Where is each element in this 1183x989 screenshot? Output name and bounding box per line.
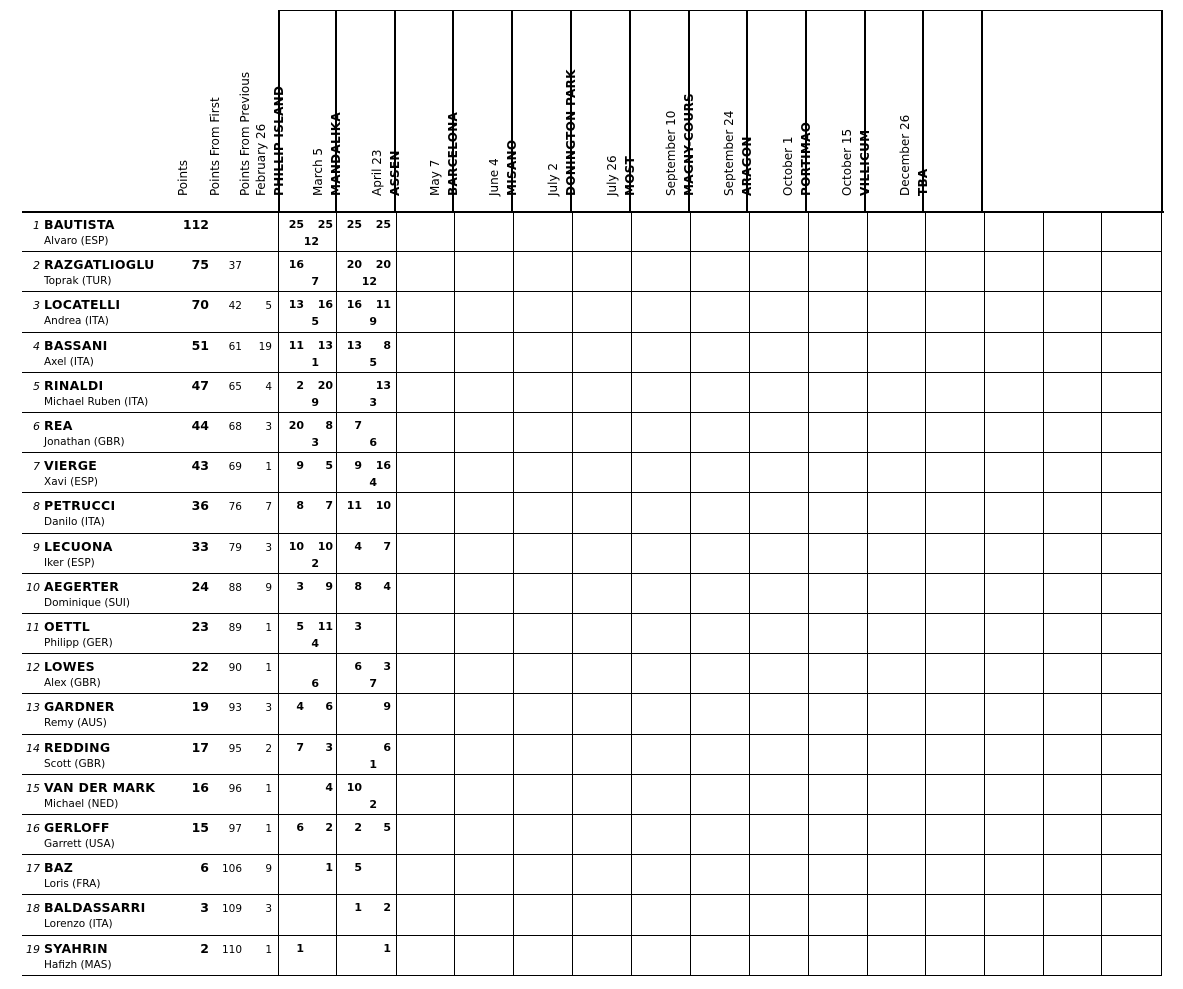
- rider-points: 6: [200, 860, 209, 876]
- rider-points: 2: [200, 940, 209, 956]
- header-top-border: [278, 10, 1161, 11]
- round-track: PHILLIP ISLAND: [272, 85, 286, 196]
- rider-first-name-country: Danilo (ITA): [44, 516, 105, 529]
- race2-points: 1: [383, 941, 391, 955]
- body-column-divider: [690, 211, 691, 975]
- race1-points: 25: [288, 218, 304, 231]
- race2-points: 8: [325, 419, 333, 432]
- rider-first-name-country: Alex (GBR): [44, 677, 101, 690]
- rider-last-name: BAZ: [44, 860, 74, 876]
- rider-position: 3: [33, 299, 40, 313]
- race1-points: 6: [296, 821, 304, 834]
- race1-points: 7: [354, 419, 362, 432]
- body-column-divider: [1043, 211, 1044, 975]
- rider-first-name-country: Andrea (ITA): [44, 315, 109, 328]
- header-column-divider: [394, 10, 396, 211]
- rider-points: 19: [191, 699, 209, 715]
- rider-points-from-previous: 1: [265, 943, 272, 956]
- rider-points: 15: [191, 820, 209, 835]
- superpole-points: 9: [369, 315, 377, 329]
- round-header-label: [485, 140, 521, 196]
- rider-last-name: VAN DER MARK: [44, 779, 156, 795]
- race2-points: 3: [325, 740, 333, 754]
- header-column-divider: [981, 10, 983, 211]
- round-header-label: [544, 69, 580, 196]
- rider-first-name-country: Loris (FRA): [44, 878, 101, 891]
- round-date: December 26: [898, 114, 912, 196]
- superpole-points: 6: [311, 677, 319, 691]
- rider-last-name: BAUTISTA: [44, 217, 115, 232]
- table-row: [22, 373, 1162, 413]
- round-track: VILLICUM: [858, 129, 872, 196]
- rider-points-from-previous: 3: [265, 541, 272, 554]
- round-track: PORTIMAO: [799, 121, 813, 196]
- race1-points: 5: [296, 620, 304, 633]
- rider-first-name-country: Philipp (GER): [44, 637, 113, 649]
- rider-first-name-country: Michael Ruben (ITA): [44, 395, 149, 408]
- round-header: [898, 10, 981, 210]
- rider-points: 44: [191, 418, 209, 433]
- superpole-points: 2: [369, 797, 377, 811]
- round-track: DONINGTON PARK: [564, 69, 578, 196]
- rider-first-name-country: Toprak (TUR): [44, 275, 112, 288]
- body-column-divider: [454, 211, 455, 975]
- body-column-divider: [513, 211, 514, 975]
- rider-points-from-previous: 3: [265, 702, 272, 715]
- rider-first-name-country: Garrett (USA): [44, 838, 115, 850]
- round-track: BARCELONA: [446, 111, 460, 196]
- superpole-points: 6: [369, 436, 377, 449]
- round-track: MISANO: [505, 139, 519, 196]
- round-date: October 1: [781, 136, 795, 196]
- header-column-divider: [864, 10, 866, 211]
- round-header-label: [838, 129, 874, 196]
- race1-points: 4: [296, 700, 304, 714]
- race1-points: 8: [354, 579, 362, 593]
- rider-points-from-previous: 9: [265, 581, 272, 594]
- rider-first-name-country: Axel (ITA): [44, 355, 94, 368]
- superpole-points: 7: [311, 275, 319, 289]
- rider-position: 6: [33, 420, 40, 433]
- race1-points: 10: [346, 780, 362, 794]
- race2-points: 13: [375, 378, 391, 392]
- rider-last-name: AEGERTER: [44, 578, 120, 594]
- table-row: [22, 895, 1162, 935]
- body-column-divider: [336, 211, 337, 975]
- rider-last-name: BALDASSARRI: [44, 900, 146, 916]
- race1-points: 5: [354, 861, 362, 875]
- rider-points-from-first: 89: [228, 622, 242, 634]
- race1-points: 3: [296, 579, 304, 593]
- rider-points-from-previous: 3: [265, 903, 272, 916]
- row-divider: [22, 372, 1162, 373]
- round-track: MAGNY-COURS: [682, 93, 696, 196]
- body-column-divider: [867, 211, 868, 975]
- row-divider: [22, 894, 1162, 895]
- rider-points-from-previous: 1: [265, 622, 272, 634]
- race1-points: 3: [354, 620, 362, 633]
- row-divider: [22, 573, 1162, 574]
- race1-points: 9: [296, 459, 304, 473]
- row-divider: [22, 693, 1162, 694]
- body-column-divider: [278, 211, 279, 975]
- round-date: February 26: [254, 123, 268, 196]
- rider-points: 23: [191, 619, 209, 634]
- rider-points: 33: [191, 538, 209, 554]
- rider-last-name: LOWES: [44, 659, 95, 675]
- rider-points-from-first: 96: [228, 782, 242, 795]
- superpole-points: 3: [311, 436, 319, 449]
- superpole-points: 12: [361, 275, 377, 289]
- rider-first-name-country: Iker (ESP): [44, 556, 95, 569]
- round-date: October 15: [840, 128, 854, 196]
- superpole-points: 5: [369, 355, 377, 369]
- superpole-points: 9: [311, 395, 319, 409]
- race2-points: 13: [317, 338, 333, 352]
- race2-points: 5: [383, 821, 391, 834]
- race2-points: 25: [317, 218, 333, 231]
- rider-position: 19: [26, 942, 40, 956]
- race2-points: 9: [383, 700, 391, 714]
- row-divider: [22, 412, 1162, 413]
- row-divider: [22, 613, 1162, 614]
- table-row: [22, 574, 1162, 614]
- rider-points-from-first: 68: [228, 421, 242, 433]
- race1-points: 9: [354, 459, 362, 473]
- round-date: April 23: [370, 149, 384, 196]
- rider-last-name: RAZGATLIOGLU: [44, 257, 155, 273]
- rider-first-name-country: Alvaro (ESP): [44, 235, 109, 247]
- rider-last-name: GERLOFF: [44, 820, 110, 835]
- race2-points: 8: [383, 338, 391, 352]
- rider-points-from-previous: 19: [258, 340, 272, 353]
- rider-points-from-first: 95: [228, 742, 242, 755]
- race1-points: 1: [296, 941, 304, 955]
- rider-points-from-previous: 9: [265, 863, 272, 876]
- race2-points: 9: [325, 579, 333, 593]
- row-divider: [22, 734, 1162, 735]
- superpole-points: 3: [369, 395, 377, 409]
- rider-position: 15: [26, 781, 40, 795]
- header-column-divider: [452, 10, 454, 211]
- rider-first-name-country: Jonathan (GBR): [44, 436, 125, 448]
- table-row: [22, 654, 1162, 694]
- row-divider: [22, 533, 1162, 534]
- round-header-label: [603, 155, 639, 196]
- round-header-label: [662, 93, 698, 196]
- round-header-label: [896, 115, 932, 196]
- rider-position: 7: [33, 460, 40, 474]
- rider-position: 10: [26, 580, 40, 594]
- superpole-points: 4: [369, 476, 377, 490]
- race1-points: 25: [346, 218, 362, 231]
- row-divider: [22, 251, 1162, 252]
- row-divider: [22, 492, 1162, 493]
- table-row: [22, 775, 1162, 815]
- race1-points: 11: [346, 499, 362, 513]
- round-date: March 5: [311, 147, 325, 196]
- rider-last-name: VIERGE: [44, 458, 98, 474]
- table-row: [22, 292, 1162, 332]
- rider-points-from-previous: 1: [265, 461, 272, 474]
- body-column-divider: [925, 211, 926, 975]
- rider-last-name: SYAHRIN: [44, 940, 108, 956]
- round-date: September 24: [722, 110, 736, 196]
- rider-points-from-first: 109: [221, 903, 242, 916]
- race2-points: 25: [375, 218, 391, 231]
- rider-points: 51: [191, 337, 209, 353]
- rider-last-name: OETTL: [44, 619, 90, 634]
- rider-points: 36: [191, 498, 209, 514]
- row-divider: [22, 935, 1162, 936]
- rider-first-name-country: Dominique (SUI): [44, 596, 130, 609]
- race1-points: 2: [296, 378, 304, 392]
- superpole-points: 5: [311, 315, 319, 329]
- race1-points: 4: [354, 539, 362, 553]
- race2-points: 16: [375, 459, 391, 473]
- round-date: September 10: [664, 110, 678, 196]
- table-row: [22, 252, 1162, 292]
- race2-points: 6: [383, 740, 391, 754]
- rider-position: 16: [26, 822, 40, 835]
- table-row: [22, 855, 1162, 895]
- rider-first-name-country: Lorenzo (ITA): [44, 918, 113, 931]
- race2-points: 20: [317, 378, 333, 392]
- points-header-label: Points: [176, 159, 190, 196]
- body-column-divider: [572, 211, 573, 975]
- header-column-divider: [570, 10, 572, 211]
- rider-points: 47: [191, 377, 209, 393]
- round-header-label: [252, 86, 288, 196]
- race2-points: 10: [375, 499, 391, 513]
- header-column-divider: [335, 10, 337, 211]
- race1-points: 16: [288, 258, 304, 272]
- superpole-points: 4: [311, 637, 319, 650]
- race2-points: 7: [383, 539, 391, 553]
- rider-points: 70: [191, 297, 209, 313]
- table-row: [22, 413, 1162, 453]
- rider-points-from-previous: 3: [265, 421, 272, 433]
- race1-points: 20: [346, 258, 362, 272]
- header-column-divider: [922, 10, 924, 211]
- rider-points-from-first: 93: [228, 702, 242, 715]
- rider-first-name-country: Scott (GBR): [44, 757, 106, 770]
- round-header-label: [309, 112, 345, 196]
- rider-points: 75: [191, 257, 209, 273]
- rider-points-from-first: 90: [228, 662, 242, 675]
- header-column-divider: [746, 10, 748, 211]
- round-track: ASSEN: [388, 150, 402, 196]
- round-header-label: [779, 122, 815, 196]
- race2-points: 2: [325, 821, 333, 834]
- round-track: MOST: [623, 155, 637, 196]
- rider-position: 8: [33, 500, 40, 514]
- round-date: June 4: [487, 158, 501, 196]
- row-divider: [22, 975, 1162, 976]
- rider-position: 9: [33, 540, 40, 554]
- rider-points-from-first: 110: [221, 943, 242, 956]
- round-header-label: [720, 111, 756, 196]
- rider-position: 2: [33, 259, 40, 273]
- rider-points-from-first: 97: [228, 823, 242, 835]
- header-column-divider: [688, 10, 690, 211]
- body-column-divider: [631, 211, 632, 975]
- table-row: [22, 333, 1162, 373]
- rider-last-name: BASSANI: [44, 337, 108, 353]
- body-column-divider: [984, 211, 985, 975]
- round-track: MANDALIKA: [329, 112, 343, 196]
- superpole-points: 1: [311, 355, 319, 369]
- rider-position: 14: [26, 741, 40, 755]
- race2-points: 4: [325, 780, 333, 794]
- race2-points: 3: [383, 660, 391, 674]
- race2-points: 11: [317, 620, 333, 633]
- rider-first-name-country: Hafizh (MAS): [44, 958, 112, 971]
- round-header-label: [426, 112, 462, 196]
- race1-points: 13: [346, 338, 362, 352]
- rider-first-name-country: Michael (NED): [44, 797, 119, 810]
- rider-points: 16: [191, 779, 209, 795]
- table-row: [22, 453, 1162, 493]
- rider-points-from-first: 37: [228, 260, 242, 273]
- race1-points: 1: [354, 901, 362, 915]
- rider-position: 5: [33, 379, 40, 393]
- rider-last-name: PETRUCCI: [44, 498, 116, 514]
- table-row: [22, 212, 1162, 252]
- race1-points: 7: [296, 740, 304, 754]
- race1-points: 10: [288, 539, 304, 553]
- round-header-label: [368, 149, 404, 196]
- rider-points-from-previous: 1: [265, 823, 272, 835]
- table-row: [22, 815, 1162, 855]
- rider-last-name: LECUONA: [44, 538, 113, 554]
- header-column-divider: [629, 10, 631, 211]
- header-column-divider: [805, 10, 807, 211]
- rider-points: 112: [182, 217, 209, 232]
- rider-points-from-first: 42: [228, 300, 242, 313]
- points-from-first-header-label: Points From First: [208, 97, 222, 196]
- body-column-divider: [1101, 211, 1102, 975]
- race2-points: 1: [325, 861, 333, 875]
- round-date: July 2: [546, 162, 560, 196]
- row-divider: [22, 774, 1162, 775]
- body-column-divider: [1161, 211, 1162, 975]
- table-row: [22, 534, 1162, 574]
- rider-points-from-first: 61: [228, 340, 242, 353]
- rider-position: 12: [26, 661, 40, 675]
- race1-points: 11: [288, 338, 304, 352]
- round-track: TBA: [916, 168, 930, 196]
- points-from-previous-header-label: Points From Previous: [238, 71, 252, 196]
- row-divider: [22, 291, 1162, 292]
- body-column-divider: [808, 211, 809, 975]
- rider-points: 3: [200, 900, 209, 916]
- row-divider: [22, 452, 1162, 453]
- rider-points-from-first: 79: [228, 541, 242, 554]
- rider-position: 1: [33, 219, 40, 232]
- round-track: ARAGON: [740, 136, 754, 196]
- race1-points: 13: [288, 298, 304, 312]
- race1-points: 8: [296, 499, 304, 513]
- rider-points: 24: [191, 578, 209, 594]
- rider-first-name-country: Xavi (ESP): [44, 476, 98, 489]
- rider-points: 43: [191, 458, 209, 474]
- header-column-divider: [511, 10, 513, 211]
- rider-last-name: RINALDI: [44, 377, 104, 393]
- body-column-divider: [749, 211, 750, 975]
- header-column-divider: [278, 10, 280, 211]
- race2-points: 2: [383, 901, 391, 915]
- rider-last-name: GARDNER: [44, 699, 115, 715]
- rider-points-from-previous: 1: [265, 662, 272, 675]
- row-divider: [22, 332, 1162, 333]
- race1-points: 2: [354, 821, 362, 834]
- table-row: [22, 493, 1162, 533]
- rider-last-name: LOCATELLI: [44, 297, 121, 313]
- rider-points-from-previous: 2: [265, 742, 272, 755]
- body-column-divider: [396, 211, 397, 975]
- row-divider: [22, 653, 1162, 654]
- rider-points: 17: [191, 739, 209, 755]
- round-date: May 7: [428, 159, 442, 196]
- race2-points: 5: [325, 459, 333, 473]
- table-row: [22, 614, 1162, 654]
- rider-points-from-first: 65: [228, 380, 242, 393]
- rider-points-from-previous: 4: [265, 380, 272, 393]
- row-divider: [22, 814, 1162, 815]
- race2-points: 7: [325, 499, 333, 513]
- superpole-points: 2: [311, 556, 319, 570]
- race1-points: 6: [354, 660, 362, 674]
- rider-points-from-previous: 1: [265, 782, 272, 795]
- rider-points-from-first: 88: [228, 581, 242, 594]
- table-row: [22, 936, 1162, 976]
- race2-points: 6: [325, 700, 333, 714]
- race1-points: 16: [346, 298, 362, 312]
- superpole-points: 1: [369, 757, 377, 771]
- header-bottom-border: [22, 211, 1164, 213]
- table-row: [22, 735, 1162, 775]
- rider-last-name: REA: [44, 418, 73, 433]
- rider-position: 13: [26, 701, 40, 715]
- round-date: July 26: [605, 155, 619, 196]
- superpole-points: 7: [369, 677, 377, 691]
- rider-points-from-first: 69: [228, 461, 242, 474]
- rider-last-name: REDDING: [44, 739, 111, 755]
- race2-points: 4: [383, 579, 391, 593]
- race1-points: 20: [288, 419, 304, 432]
- rider-points-from-first: 106: [221, 863, 242, 876]
- rider-points-from-previous: 7: [265, 501, 272, 514]
- rider-points-from-previous: 5: [265, 300, 272, 313]
- superpole-points: 12: [303, 235, 319, 248]
- header-column-divider: [1161, 10, 1163, 211]
- table-row: [22, 694, 1162, 734]
- rider-points-from-first: 76: [228, 501, 242, 514]
- rider-first-name-country: Remy (AUS): [44, 717, 107, 730]
- race2-points: 16: [317, 298, 333, 312]
- rider-position: 4: [33, 339, 40, 353]
- rider-position: 11: [26, 621, 40, 634]
- race2-points: 20: [375, 258, 391, 272]
- race2-points: 11: [375, 298, 391, 312]
- rider-points: 22: [191, 659, 209, 675]
- row-divider: [22, 854, 1162, 855]
- rider-position: 18: [26, 902, 40, 916]
- race2-points: 10: [317, 539, 333, 553]
- rider-position: 17: [26, 862, 40, 876]
